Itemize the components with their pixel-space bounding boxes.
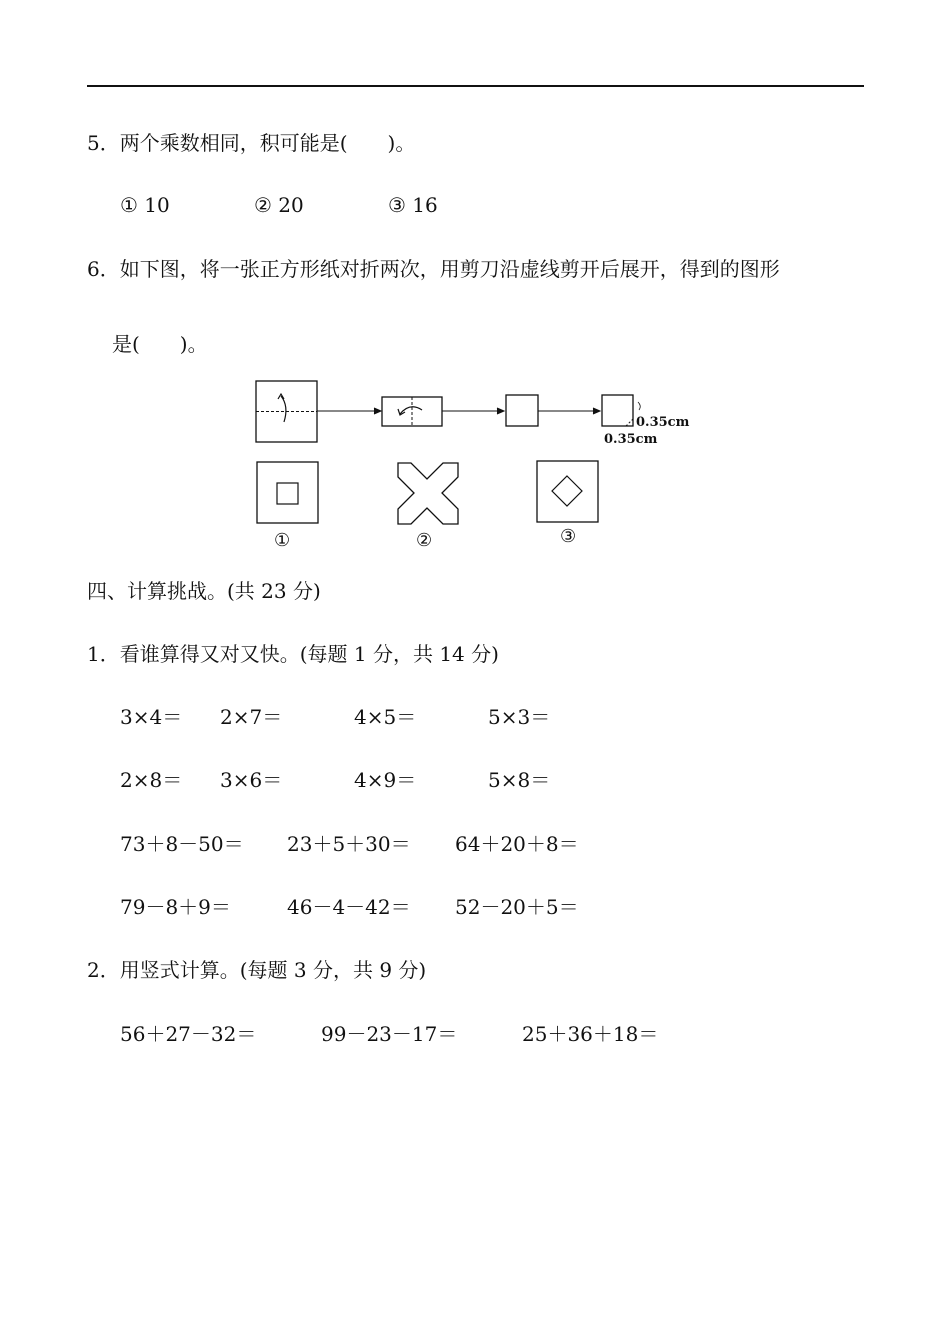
fold-step-3 (506, 395, 538, 426)
vertical-calc-item: 25＋36＋18＝ (522, 1022, 659, 1046)
arrow-3 (538, 408, 600, 414)
question-5-option-1: ① 10 (120, 193, 170, 217)
calc-item: 23＋5＋30＝ (287, 832, 411, 856)
calc-item: 4×5＝ (354, 705, 417, 729)
folding-figure (250, 372, 710, 552)
calc-item: 4×9＝ (354, 768, 417, 792)
calc-item: 5×8＝ (488, 768, 551, 792)
choice-3-figure (537, 461, 598, 522)
fold-step-4 (602, 395, 640, 426)
calc-item: 52－20＋5＝ (455, 895, 579, 919)
calc-item: 5×3＝ (488, 705, 551, 729)
choice-1-figure (257, 462, 318, 523)
choice-3-label: ③ (560, 526, 577, 547)
section-4-question-2-title: 2．用竖式计算。(每题 3 分，共 9 分) (87, 958, 427, 982)
section-4-question-1-title: 1．看谁算得又对又快。(每题 1 分，共 14 分) (87, 642, 499, 666)
calc-item: 46－4－42＝ (287, 895, 411, 919)
question-5-option-2: ② 20 (254, 193, 304, 217)
fold-step-1 (256, 381, 317, 442)
choice-2-figure (398, 463, 458, 524)
header-rule (87, 85, 864, 87)
calc-item: 64＋20＋8＝ (455, 832, 579, 856)
arrow-2 (442, 408, 504, 414)
vertical-calc-item: 99－23－17＝ (321, 1022, 458, 1046)
fold-step-2 (382, 397, 442, 426)
question-5-option-3: ③ 16 (388, 193, 438, 217)
arrow-1 (317, 408, 381, 414)
question-6-text-line-2: 是( )。 (112, 332, 208, 356)
calc-item: 3×4＝ (120, 705, 183, 729)
choice-1-label: ① (274, 530, 291, 551)
section-4-title: 四、计算挑战。(共 23 分) (87, 579, 321, 603)
calc-item: 3×6＝ (220, 768, 283, 792)
measure-label-right: 0.35cm (636, 415, 690, 430)
question-5-text: 5．两个乘数相同，积可能是( )。 (87, 131, 416, 155)
calc-item: 2×7＝ (220, 705, 283, 729)
calc-item: 2×8＝ (120, 768, 183, 792)
measure-label-bottom: 0.35cm (604, 432, 658, 447)
choice-2-label: ② (416, 530, 433, 551)
question-6-text-line-1: 6．如下图，将一张正方形纸对折两次，用剪刀沿虚线剪开后展开，得到的图形 (87, 257, 780, 281)
calc-item: 73＋8－50＝ (120, 832, 244, 856)
calc-item: 79－8＋9＝ (120, 895, 231, 919)
vertical-calc-item: 56＋27－32＝ (120, 1022, 257, 1046)
